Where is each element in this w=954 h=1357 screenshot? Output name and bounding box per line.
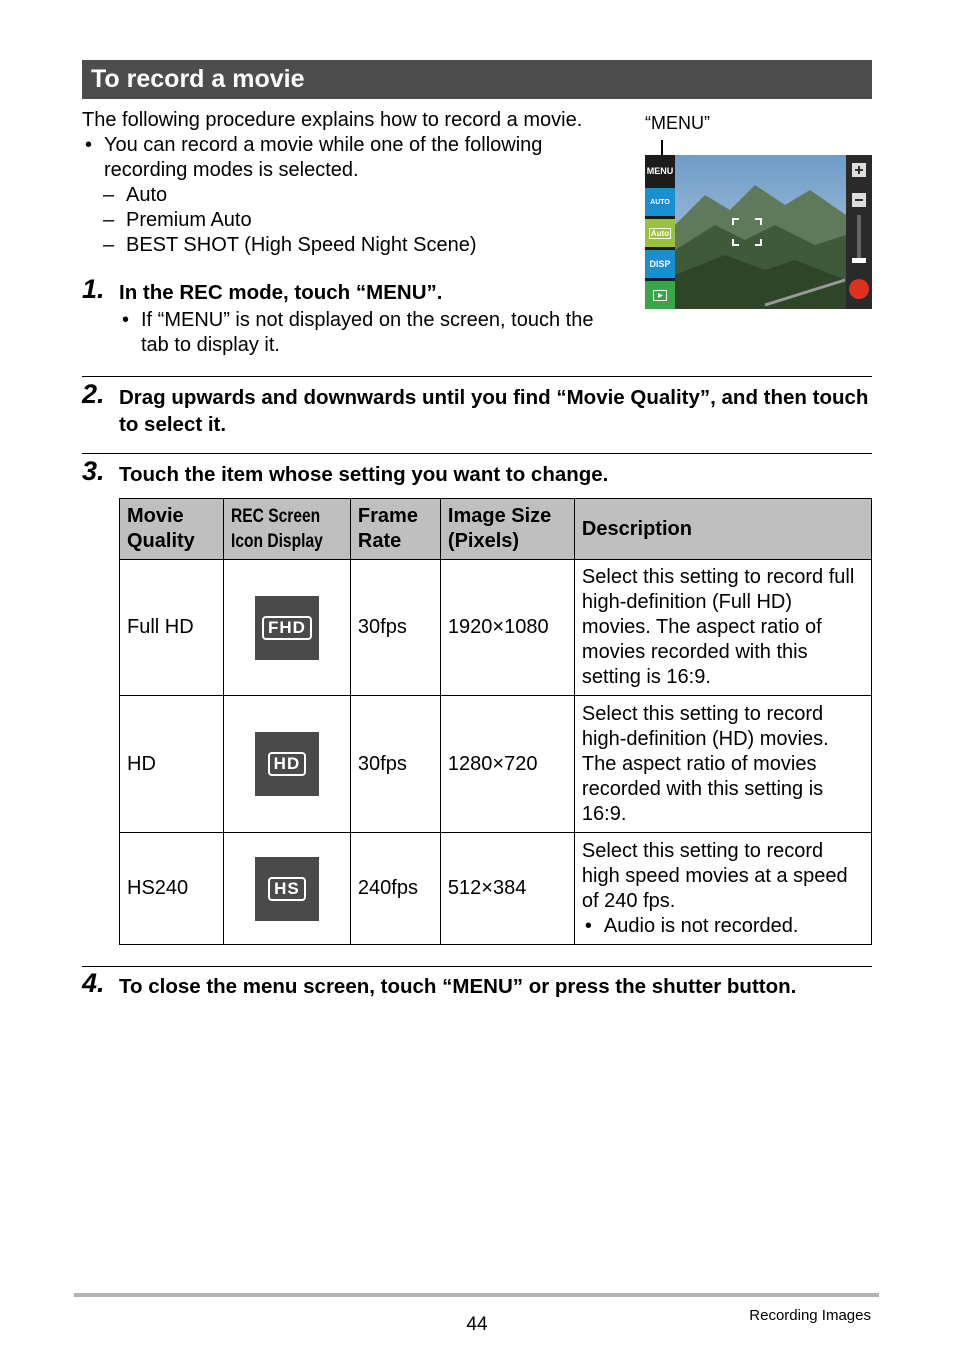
table-row	[120, 696, 872, 833]
footer-rule	[74, 1293, 879, 1297]
cell-frame-rate: 240fps	[350, 833, 440, 945]
intro-bullet-text: You can record a movie while one of the following recording modes is selected.	[104, 134, 543, 181]
header-icon-display: REC Screen Icon Display	[224, 499, 351, 560]
header-movie-quality: Movie Quality	[120, 499, 224, 560]
mode-item	[103, 233, 622, 258]
step-2-text: Drag upwards and downwards until you find “Movie Quality”, and then touch to select it.	[119, 386, 869, 436]
camera-screen-image	[645, 155, 872, 309]
header-description: Description	[574, 499, 871, 560]
mode-label: Premium Auto	[126, 209, 252, 231]
camera-left-panel	[645, 155, 675, 309]
auto-mode-button[interactable]: AUTO	[645, 188, 675, 216]
page-number: 44	[466, 1314, 488, 1335]
header-frame-rate: Frame Rate	[350, 499, 440, 560]
zoom-slider[interactable]	[857, 215, 861, 260]
step-1-note	[119, 308, 619, 358]
mode-item	[103, 183, 622, 208]
table-row	[120, 560, 872, 696]
divider	[82, 453, 872, 454]
menu-callout-label: “MENU”	[645, 113, 710, 133]
mode-label: BEST SHOT (High Speed Night Scene)	[126, 234, 477, 256]
dash-marker: –	[103, 209, 115, 231]
cell-icon	[224, 560, 351, 696]
disp-button[interactable]: DISP	[645, 250, 675, 278]
description-text: Select this setting to record high speed movies at a speed of 240 fps.	[581, 839, 848, 912]
camera-right-panel	[846, 155, 872, 309]
description-note	[582, 914, 864, 939]
cell-description: Select this setting to record high-definition (HD) movies. The aspect ratio of movies recorded with this setting is 16:9.	[574, 696, 871, 833]
step-3-text: Touch the item whose setting you want to change.	[119, 463, 609, 486]
movie-quality-table	[119, 498, 872, 945]
cell-frame-rate: 30fps	[350, 560, 440, 696]
dash-marker: –	[103, 234, 115, 256]
bullet-marker: •	[584, 914, 592, 937]
cell-image-size: 1280×720	[440, 696, 574, 833]
menu-button[interactable]: MENU	[646, 166, 674, 176]
step-4-number: 4.	[82, 968, 105, 998]
dash-marker: –	[103, 184, 115, 206]
step-2-number: 2.	[82, 379, 105, 409]
table-row	[120, 833, 872, 945]
cell-image-size: 1920×1080	[440, 560, 574, 696]
description-note-text: Audio is not recorded.	[603, 914, 799, 937]
landscape-photo	[645, 155, 872, 309]
intro-bullet	[82, 133, 622, 183]
playback-icon	[653, 290, 667, 301]
divider	[82, 966, 872, 967]
cell-image-size: 512×384	[440, 833, 574, 945]
cell-quality: Full HD	[120, 560, 224, 696]
zoom-in-icon[interactable]	[852, 163, 866, 177]
intro-line: The following procedure explains how to record a movie.	[82, 109, 583, 131]
bullet-marker: •	[85, 134, 93, 156]
table-header-row	[120, 499, 872, 560]
section-title: To record a movie	[82, 60, 872, 99]
playback-button[interactable]	[645, 281, 675, 309]
cell-quality: HD	[120, 696, 224, 833]
intro	[82, 108, 622, 258]
cell-icon	[224, 696, 351, 833]
premium-auto-button[interactable]: Auto	[645, 219, 675, 247]
bullet-marker: •	[122, 309, 130, 331]
header-image-size: Image Size (Pixels)	[440, 499, 574, 560]
zoom-out-icon[interactable]	[852, 193, 866, 207]
step-4-text: To close the menu screen, touch “MENU” or press the shutter button.	[119, 975, 797, 998]
step-1-number: 1.	[82, 274, 105, 304]
step-3-number: 3.	[82, 456, 105, 486]
zoom-slider-thumb[interactable]	[852, 258, 866, 263]
cell-quality: HS240	[120, 833, 224, 945]
cell-icon	[224, 833, 351, 945]
cell-description: Select this setting to record full high-definition (Full HD) movies. The aspect ratio of movies recorded with this setting is 16:9.	[574, 560, 871, 696]
hd-icon: HD	[268, 752, 307, 776]
divider	[82, 376, 872, 377]
footer-section-title: Recording Images	[749, 1307, 871, 1324]
hs-icon: HS	[268, 877, 306, 901]
cell-description	[574, 833, 871, 945]
step-1-text: In the REC mode, touch “MENU”.	[119, 281, 443, 304]
movie-record-icon[interactable]	[849, 279, 869, 299]
step-1-note-text: If “MENU” is not displayed on the screen, touch the tab to display it.	[141, 309, 594, 356]
cell-frame-rate: 30fps	[350, 696, 440, 833]
mode-label: Auto	[126, 184, 168, 206]
mode-item	[103, 208, 622, 233]
fhd-icon: FHD	[262, 616, 312, 640]
